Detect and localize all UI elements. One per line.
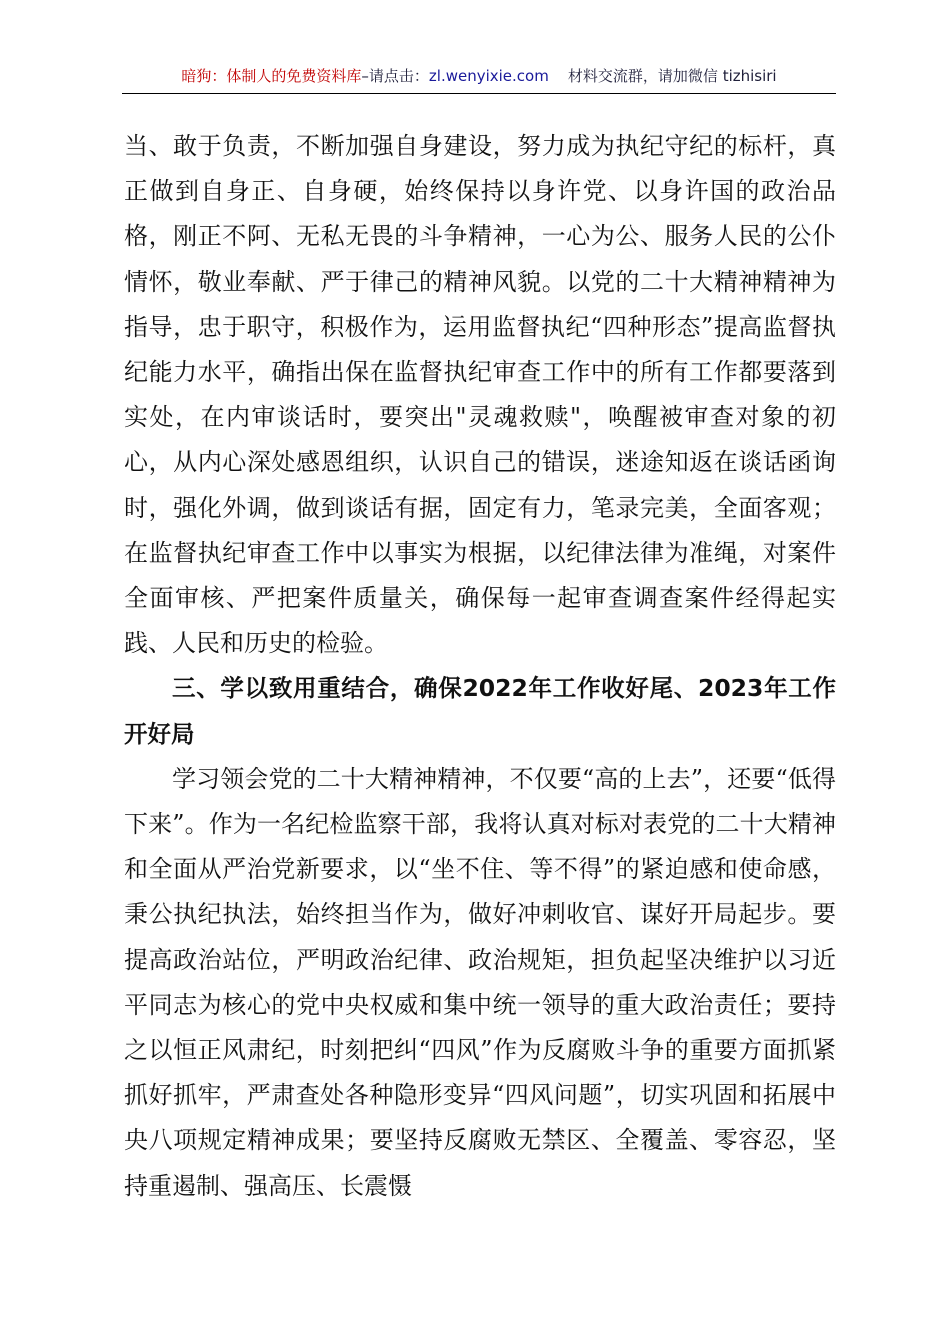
page-header — [122, 58, 836, 94]
section-heading-3: 三、学以致用重结合，确保2022年工作收好尾、2023年工作开好局 — [124, 674, 836, 748]
paragraph-2: 学习领会党的二十大精神精神，不仅要“高的上去”，还要“低得下来”。作为一名纪检监察干部，我将认真对标对表党的二十大精神和全面从严治党新要求，以“坐不住、等不得”的紧迫感和使命感，秉公执纪执法，始终担当作为，做好冲刺收官、谋好开局起步。要提高政治站位，严明政治纪律、政治规矩，担负起坚决维护以习近平同志为核心的党中央权威和集中统一领导的重大政治责任；要持之以恒正风肃纪，时刻把纠“四风”作为反腐败斗争的重要方面抓紧抓好抓牢，严肃查处各种隐形变异“四风问题”，切实巩固和拓展中央八项规定精神成果；要坚持反腐败无禁区、全覆盖、零容忍，坚持重遏制、强高压、长震慑 — [124, 764, 836, 1200]
header-contact: 材料交流群，请加微信 tizhisiri — [567, 67, 777, 85]
document-body — [124, 124, 836, 1209]
paragraph-1: 当、敢于负责，不断加强自身建设，努力成为执纪守纪的标杆，真正做到自身正、自身硬，始终保持以身许党、以身许国的政治品格，刚正不阿、无私无畏的斗争精神，一心为公、服务人民的公仆情怀，敬业奉献、严于律己的精神风貌。以党的二十大精神精神为指导，忠于职守，积极作为，运用监督执纪“四种形态”提高监督执纪能力水平，确指出保在监督执纪审查工作中的所有工作都要落到实处，在内审谈话时，要突出"灵魂救赎"，唤醒被审查对象的初心，从内心深处感恩组织，认识自己的错误，迷途知返在谈话函询时，强化外调，做到谈话有据，固定有力，笔录完美，全面客观；在监督执纪审查工作中以事实为根据，以纪律法律为准绳，对案件全面审核、严把案件质量关，确保每一起审查调查案件经得起实践、人民和历史的检验。 — [124, 132, 836, 658]
header-click-prompt: –请点击： — [361, 67, 429, 85]
header-site-label: 暗狗：体制人的免费资料库 — [181, 67, 362, 85]
header-banner — [122, 66, 836, 86]
header-url-link[interactable]: zl.wenyixie.com — [428, 67, 549, 85]
